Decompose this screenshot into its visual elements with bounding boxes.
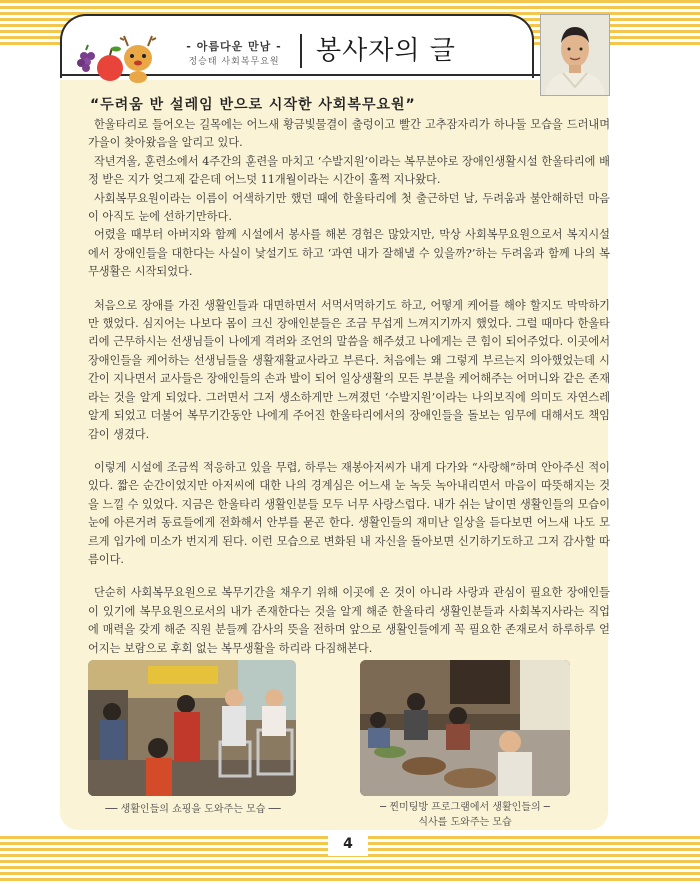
shopping-photo [88,660,296,796]
shopping-photo-caption: ── 생활인들의 쇼핑을 도와주는 모습 ── [105,804,281,815]
page-number: 4 [343,836,353,852]
paragraph: 어렸을 때부터 아버지와 함께 시설에서 봉사를 해본 경험은 많았지만, 막상 사회복무요원으로서 복지시설에서 장애인들을 대한다는 사실이 낯설기도 하고 ‘과연 내가 잘해낼 수 있을까?’하는 두려움과 함께 나의 복무생활은 시작되었다. [88,228,610,279]
grapes-icon [77,45,95,72]
paragraph: 처음으로 장애를 가진 생활인들과 대면하면서 서먹서먹하기도 하고, 어떻게 케어를 해야 할지도 막막하기만 했었다. 심지어는 나보다 몸이 크신 장애인분들은 조금 무섭게 느껴지기까지 했었다. 그럴 때마다 한울타리에 근무하시는 선생님들이 나에게 격려와 조언의 말씀을 해주셨고 나에게는 큰 힘이 되어주었다. 이곳에서 장애인들을 케어하는 선생님들을 생활재활교사라고 부른다. 처음에는 왜 그렇게 부르는지 의아했었는데 시간이 지나면서 교사들은 장애인들의 손과 발이 되어 일상생활의 모든 부분을 케어해주는 어머니와 같은 존재라는 것을 알게 되었다. 그러면서 그저 생소하게만 느껴졌던 ‘수발지원’이라는 나의보직에 의미도 자연스레 알게 되었고 더불어 복무기간동안 나에게 주어진 한울타리에서의 장애인들을 돌보는 임무에 대해서도 책임감이 생겼다. [88,298,610,441]
author-name: 정승태 사회복무요원 [188,57,280,67]
meal-photo-caption-line2: 식사를 도와주는 모습 [418,817,512,828]
paragraph: 작년겨울, 훈련소에서 4주간의 훈련을 마치고 ‘수발지원’이라는 복무분야로 장애인생활시설 한울타리에 배정 받은 지가 엊그제 같은데 어느덧 11개월이라는 시간이 훌쩍 지나왔다. [88,154,610,187]
article-headline: “두려움 반 설레임 반으로 시작한 사회복무요원” [90,97,416,113]
deer-mascot-icon [120,36,156,83]
section-subtitle: - 아름다운 만남 - [186,40,282,53]
paragraph: 단순히 사회복무요원으로 복무기간을 채우기 위해 이곳에 온 것이 아니라 사랑과 관심이 필요한 장애인들이 있기에 복무요원으로서의 내가 존재한다는 것을 알게 해준 한울타리 생활인분들과 사회복지사라는 직업에 매력을 갖게 해준 직원 분들께 감사의 뜻을 전하며 앞으로 생활인들에게 꼭 필요한 존재로서 하루하루 얻어지는 보람으로 후회 없는 복무생활을 하리라 다짐해본다. [88,586,610,655]
meal-photo-caption [350,800,580,830]
page-title: 봉사자의 글 [316,36,456,66]
paragraph: 이렇게 시설에 조금씩 적응하고 있을 무렵, 하루는 재봉아저씨가 내게 다가와 “사랑해”하며 안아주신 적이 있다. 짧은 순간이었지만 아저씨에 대한 나의 경계심은 어느새 눈 녹듯 녹아내리면서 마음이 따뜻해지는 것을 느낄 수 있었다. 지금은 한울타리 생활인분들 모두 너무 사랑스럽다. 내가 쉬는 날이면 생활인들의 모습이 눈에 아른거려 동료들에게 전화해서 안부를 묻곤 한다. 생활인들의 재미난 일상을 듣다보면 어느새 나도 모르게 입가에 미소가 번지게 된다. 이런 모습으로 변화된 내 자신을 돌아보면 신기하기도하고 그저 감사할 따름이다. [88,460,610,566]
paragraph: 한울타리로 들어오는 길목에는 어느새 황금빛물결이 출렁이고 빨간 고추잠자리가 하나둘 모습을 드러내며 가을이 찾아왔음을 알리고 있다. [88,118,610,150]
article-body [88,116,610,658]
title-divider [300,34,302,68]
apple-icon [97,47,123,82]
mascot-illustration [74,30,160,84]
meal-photo-caption-line1: ─ 찐미팅방 프로그램에서 생활인들의 ─ [380,802,550,813]
meal-photo [360,660,570,796]
paragraph: 사회복무요원이라는 이름이 어색하기만 했던 때에 한울타리에 첫 출근하던 날, 두려움과 불안해하던 마음이 아직도 눈에 선하기만하다. [88,191,610,224]
author-portrait [540,14,610,96]
